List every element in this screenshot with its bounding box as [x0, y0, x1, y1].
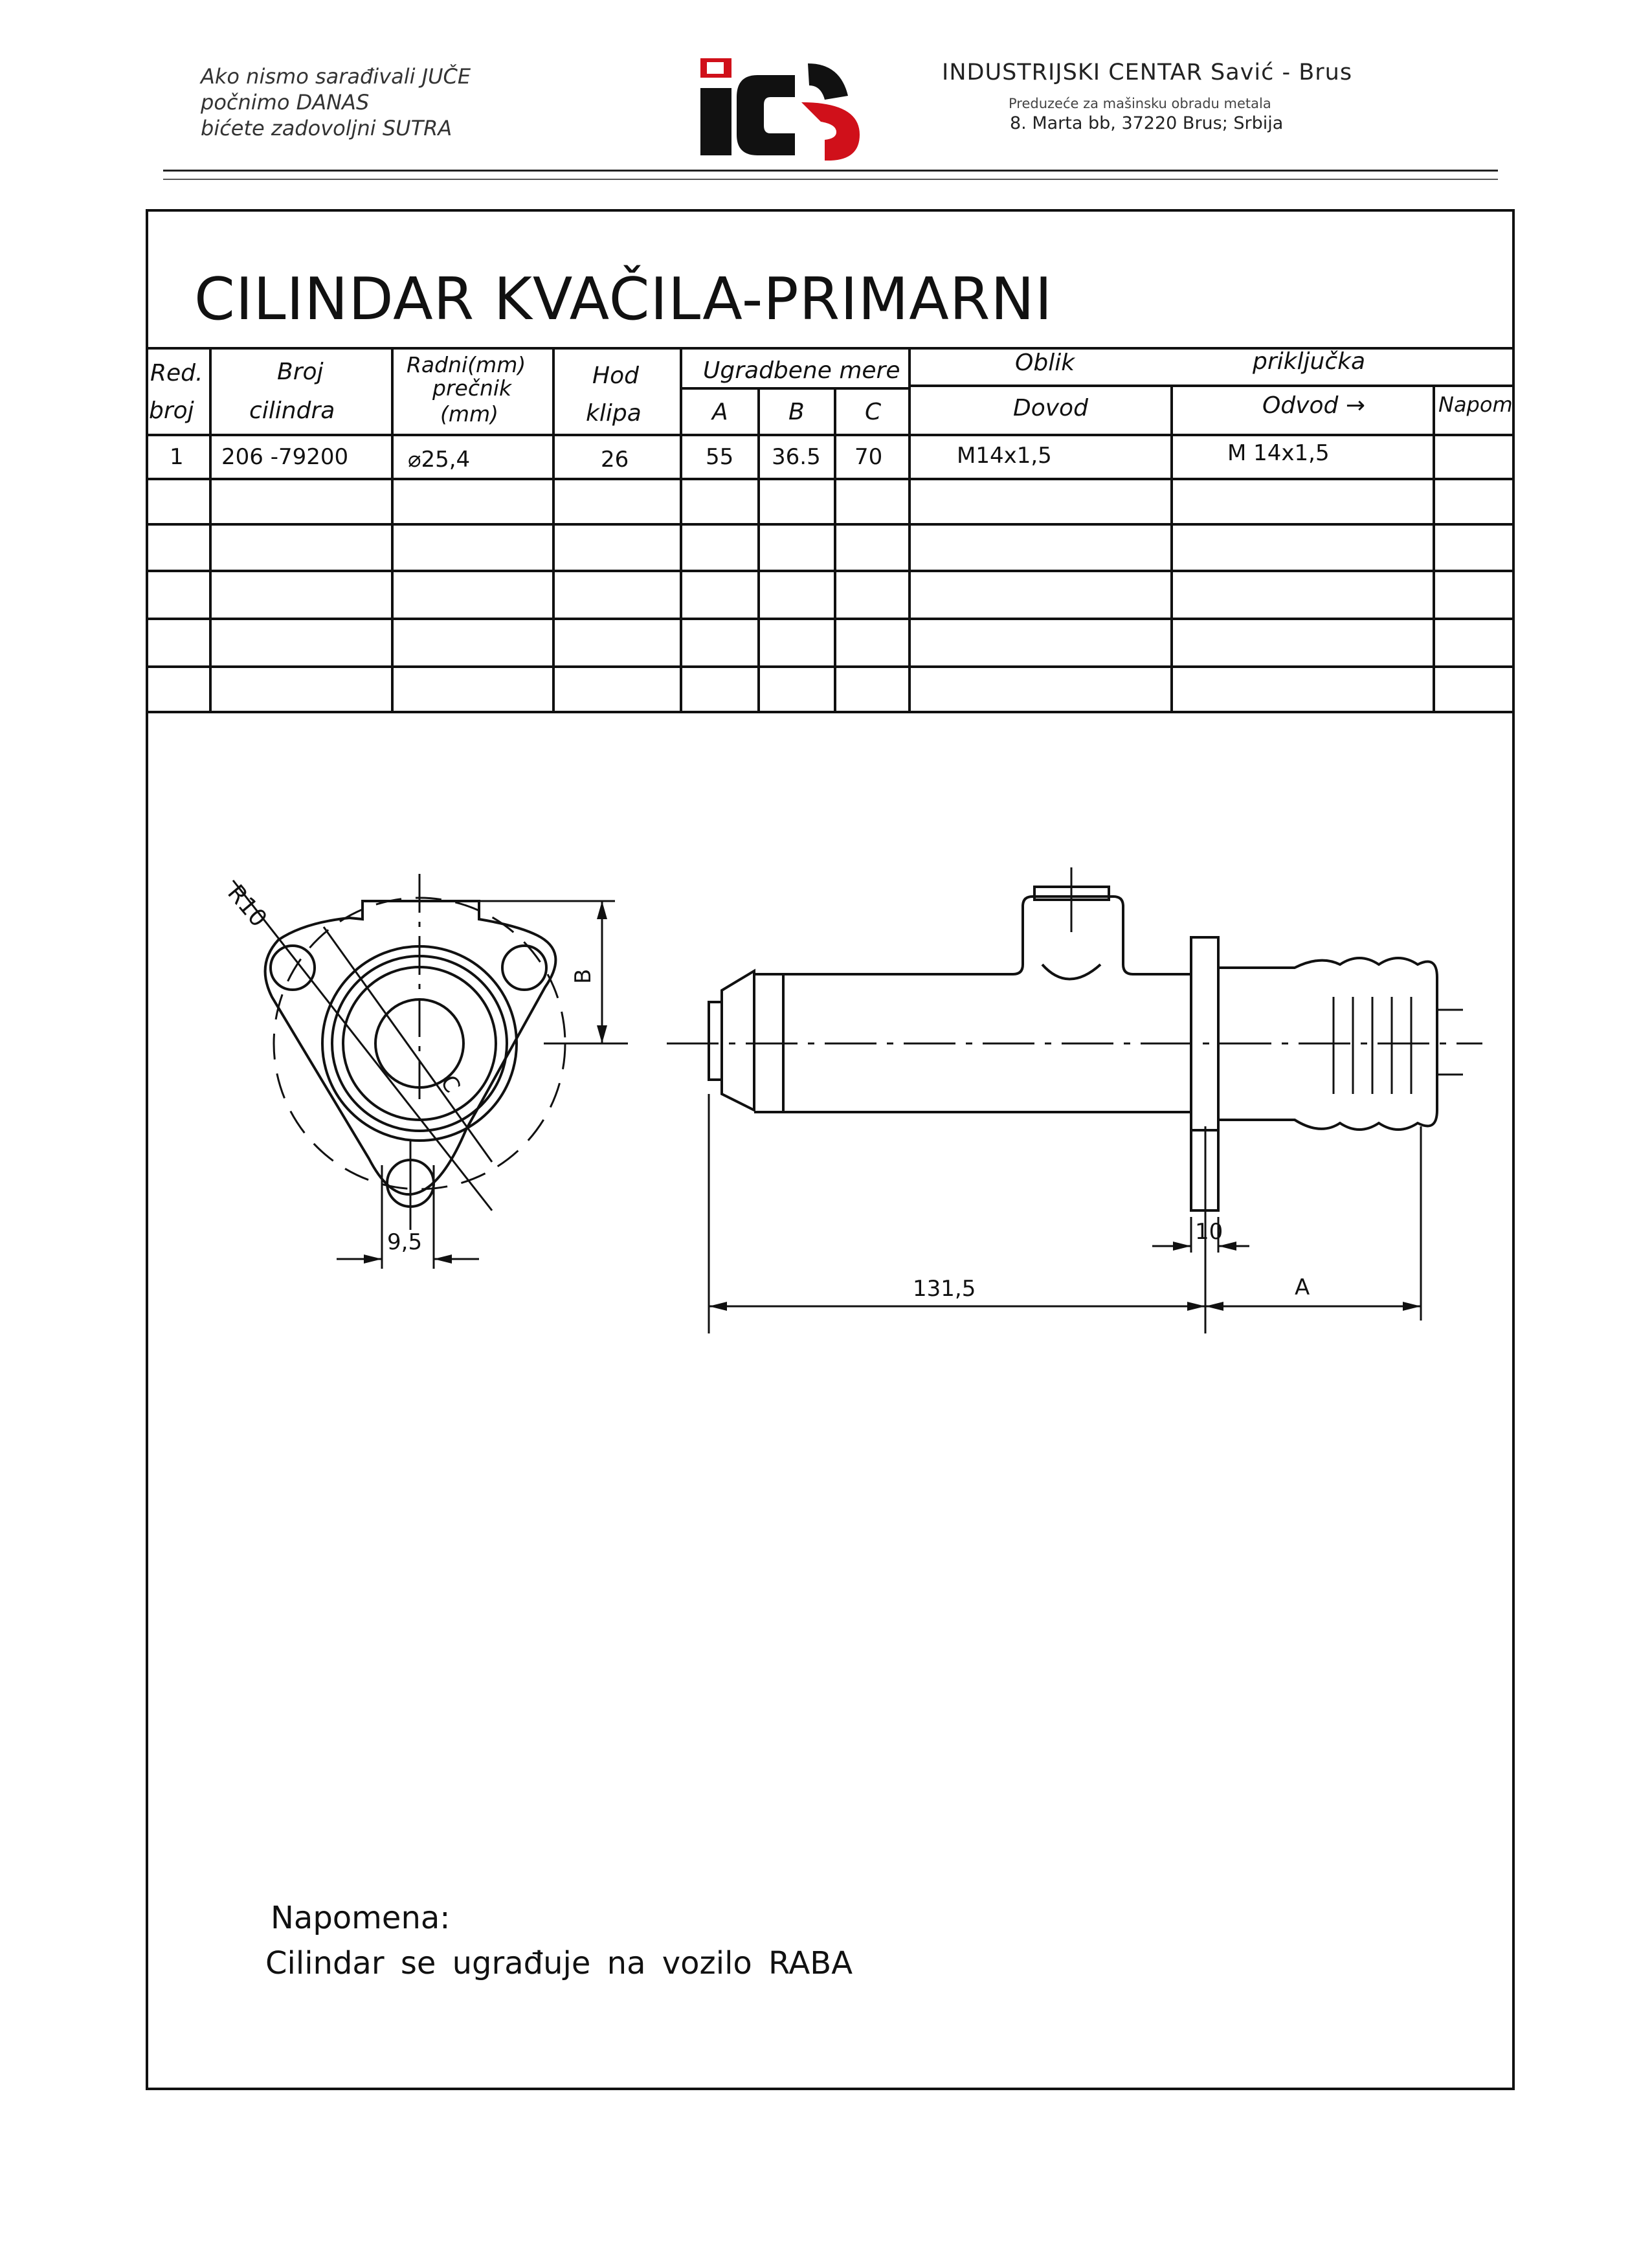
company-subtitle: Preduzeće za mašinsku obradu metala: [1009, 96, 1271, 111]
length-label: 131,5: [913, 1276, 976, 1302]
row1-precnik: ⌀25,4: [408, 447, 471, 473]
slogan-line-1: Ako nismo sarađivali JUČE: [201, 64, 471, 89]
header-c: C: [865, 399, 882, 425]
header-oblik: Oblik: [1015, 350, 1075, 376]
b-label: B: [570, 968, 596, 984]
row1-hod: 26: [601, 447, 629, 473]
row1-b: 36.5: [772, 444, 821, 470]
header-a: A: [712, 399, 728, 425]
header-b: B: [788, 399, 805, 425]
header-napomena: Napom: [1438, 392, 1513, 417]
header-red: Red.: [150, 360, 203, 386]
header-odvod: Odvod →: [1262, 392, 1365, 419]
a-dim-label: A: [1295, 1275, 1310, 1300]
row1-red-broj: 1: [170, 444, 184, 470]
row1-c: 70: [854, 444, 883, 470]
header-broj-cil: Broj: [277, 359, 324, 385]
row1-broj-cilindra: 206 -79200: [221, 444, 349, 470]
company-name: INDUSTRIJSKI CENTAR Savić - Brus: [942, 60, 1353, 85]
header-radni: Radni(mm): [407, 352, 526, 377]
flange-dim-label: 10: [1195, 1219, 1223, 1245]
c-label: C: [435, 1071, 465, 1098]
slogan-line-2: počnimo DANAS: [201, 90, 370, 115]
header-dovod: Dovod: [1013, 395, 1088, 421]
note-text: Cilindar se ugrađuje na vozilo RABA: [265, 1945, 853, 1981]
header-klipa: klipa: [586, 400, 642, 427]
row1-odvod: M 14x1,5: [1227, 440, 1330, 466]
company-address: 8. Marta bb, 37220 Brus; Srbija: [1010, 113, 1284, 133]
note-heading: Napomena:: [271, 1900, 451, 1936]
slogan-line-3: bićete zadovoljni SUTRA: [201, 116, 452, 140]
header-hod: Hod: [592, 362, 639, 389]
header-mm: (mm): [440, 401, 499, 427]
row1-dovod: M14x1,5: [957, 443, 1052, 469]
drawing-title: CILINDAR KVAČILA-PRIMARNI: [194, 265, 1053, 333]
header-ugradbene-mere: Ugradbene mere: [703, 357, 900, 384]
header-broj: broj: [149, 397, 194, 424]
header-prikljucka: priključka: [1253, 348, 1366, 375]
header-cilindra: cilindra: [249, 397, 335, 424]
header-precnik: prečnik: [432, 375, 512, 401]
r10-label: R10: [222, 880, 273, 933]
hole-dim-label: 9,5: [387, 1229, 423, 1255]
row1-a: 55: [706, 444, 734, 470]
